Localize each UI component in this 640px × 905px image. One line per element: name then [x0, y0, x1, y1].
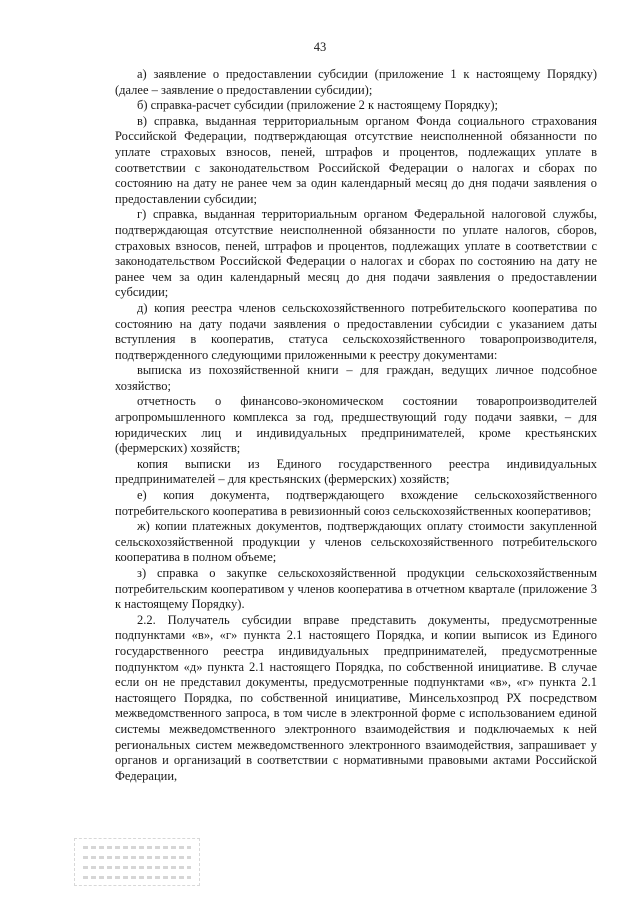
paragraph-item-b: б) справка-расчет субсидии (приложение 2 к настоящему Порядку); [137, 98, 498, 113]
stamp-line [83, 876, 191, 879]
stamp-line [83, 856, 191, 859]
paragraph-household-extract: выписка из похозяйственной книги – для граждан, ведущих личное подсобное хозяйство; [115, 363, 597, 393]
paragraph-section-2-2: 2.2. Получатель субсидии вправе представить документы, предусмотренные подпунктами «в», «г» пункта 2.1 настоящего Порядка, и копии выписок из Единого государственного реестра индивидуальных предпринимателей, предусмотренные подпунктом «д» пункта 2.1 настоящего Порядка, по собственной инициативе. В случае если он не представил документы, предусмотренные подпунктами «в», «г» пункта 2.1 настоящего Порядка, по собственной инициативе, Минсельхозпрод РХ посредством межведомственного запроса, в том числе в электронной форме с использованием единой системы межведомственного электронного взаимодействия и подключаемых к ней региональных систем межведомственного электронного взаимодействия, запрашивает у органов и организаций в соответствии с нормативными правовыми актами Российской Федерации, [115, 612, 597, 783]
stamp-line [83, 866, 191, 869]
faded-stamp [74, 838, 200, 886]
document-body [115, 67, 597, 784]
paragraph-item-v: в) справка, выданная территориальным органом Фонда социального страхования Российской Федерации, подтверждающая отсутствие неисполненной обязанности по уплате страховых взносов, пеней, штрафов и процентов, подлежащих уплате в соответствии с законодательством Российской Федерации о налогах и сборах по состоянию на дату не ранее чем за один календарный месяц до дня подачи заявления о предоставлении субсидии; [115, 113, 597, 206]
page-number: 43 [313, 40, 327, 54]
paragraph-item-zh: ж) копии платежных документов, подтверждающих оплату стоимости закупленной сельскохозяйственной продукции у членов сельскохозяйственного потребительского кооператива в полном объеме; [115, 519, 597, 565]
paragraph-item-a: а) заявление о предоставлении субсидии (приложение 1 к настоящему Порядку) (далее – заявление о предоставлении субсидии); [115, 67, 597, 97]
paragraph-item-e: е) копия документа, подтверждающего вхождение сельскохозяйственного потребительского кооператива в ревизионный союз сельскохозяйственных кооперативов; [115, 488, 597, 518]
paragraph-item-d: д) копия реестра членов сельскохозяйственного потребительского кооператива по состоянию на дату подачи заявления о предоставлении субсидии с указанием даты вступления в кооператив, статуса сельскохозяйственного товаропроизводителя, подтвержденного следующими приложенными к реестру документами: [115, 300, 597, 362]
paragraph-item-g: г) справка, выданная территориальным органом Федеральной налоговой службы, подтверждающая отсутствие неисполненной обязанности по уплате налогов, сборов, страховых взносов, пеней, штрафов и процентов, подлежащих уплате в соответствии с законодательством Российской Федерации о налогах и сборах по состоянию на дату не ранее чем за один календарный месяц до дня подачи заявления о предоставлении субсидии; [115, 207, 597, 300]
paragraph-registry-extract: копия выписки из Единого государственного реестра индивидуальных предпринимателей – для крестьянских (фермерских) хозяйств; [115, 456, 597, 487]
stamp-line [83, 846, 191, 849]
paragraph-item-z: з) справка о закупке сельскохозяйственной продукции сельскохозяйственным потребительским кооперативом у членов кооператива в отчетном квартале (приложение 3 к настоящему Порядку). [115, 566, 597, 612]
paragraph-financial-report: отчетность о финансово-экономическом состоянии товаропроизводителей агропромышленного комплекса за год, предшествующий году подачи заявки, – для юридических лиц и индивидуальных предпринимателей, кроме крестьянских (фермерских) хозяйств; [115, 394, 597, 456]
